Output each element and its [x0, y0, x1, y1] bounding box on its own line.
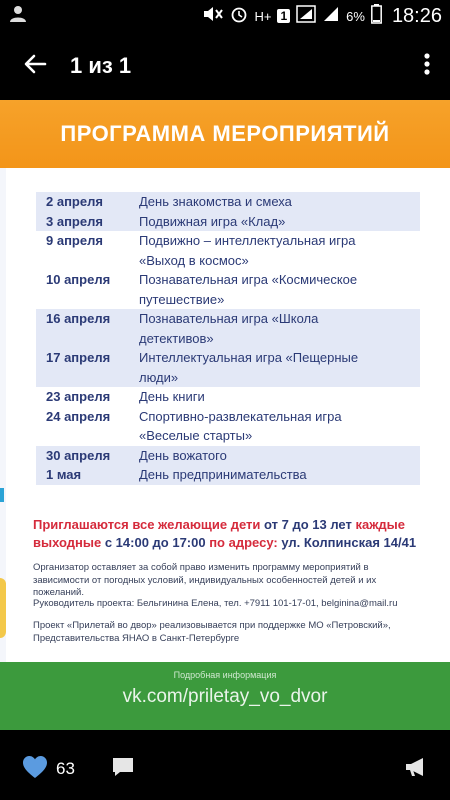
schedule-event: Познавательная игра «Космическое путешествие»: [139, 272, 358, 307]
poster-title: ПРОГРАММА МЕРОПРИЯТИЙ: [60, 121, 390, 146]
schedule-event: Интеллектуальная игра «Пещерные люди»: [139, 350, 359, 385]
network-type: H+: [254, 8, 272, 24]
schedule-date: 24 апреля: [46, 408, 111, 424]
comment-button[interactable]: [111, 756, 135, 783]
invitation-text: Приглашаются все желающие дети от 7 до 13 лет каждые выходные с 14:00 до 17:00 по адресу: ул. Колпинская 14/41: [33, 517, 417, 550]
schedule-event: Познавательная игра «Школа детективов»: [139, 311, 319, 346]
schedule-row: [36, 192, 420, 212]
schedule-row: [36, 309, 420, 348]
schedule-event: Подвижно – интеллектуальная игра «Выход в космос»: [139, 233, 356, 268]
schedule-date: 30 апреля: [46, 447, 111, 463]
schedule-event: День знакомства и смеха: [139, 194, 292, 209]
schedule-date: 3 апреля: [46, 213, 103, 229]
signal-icon: [296, 5, 316, 28]
organizer-note: Организатор оставляет за собой право изменить программу мероприятий в зависимости от погодных условий, индивидуальных особенностей детей и их пожеланий.: [33, 562, 377, 598]
schedule-date: 2 апреля: [46, 194, 103, 209]
schedule-table: [36, 192, 420, 485]
poster-footer: [0, 662, 450, 730]
schedule-event: Подвижная игра «Клад»: [139, 213, 286, 229]
footer-caption: Подробная информация: [173, 670, 277, 680]
schedule-event: День вожатого: [139, 447, 227, 463]
schedule-date: 17 апреля: [46, 350, 111, 365]
account-icon: [8, 5, 28, 28]
schedule-row: [36, 231, 420, 270]
megaphone-icon: [404, 756, 428, 783]
battery-percent: 6%: [346, 8, 365, 24]
schedule-row: [36, 270, 420, 309]
heart-icon: [22, 755, 48, 784]
back-button[interactable]: [0, 32, 70, 100]
photo-viewer-toolbar: [0, 32, 450, 100]
schedule-date: 9 апреля: [46, 233, 103, 248]
schedule-row: [36, 212, 420, 232]
schedule-date: 23 апреля: [46, 389, 111, 404]
schedule-event: День книги: [139, 389, 205, 404]
like-button[interactable]: [22, 755, 75, 784]
schedule-row: [36, 387, 420, 407]
more-vertical-icon: [424, 53, 430, 80]
battery-icon: [371, 4, 382, 29]
clock: 18:26: [391, 4, 442, 27]
schedule-row: [36, 465, 420, 485]
share-button[interactable]: [404, 756, 428, 783]
poster-header: [0, 100, 450, 168]
like-count: 63: [56, 759, 75, 778]
alarm-icon: [230, 5, 248, 28]
schedule-event: Спортивно-развлекательная игра «Веселые старты»: [139, 408, 342, 443]
schedule-row: [36, 407, 420, 446]
schedule-date: 10 апреля: [46, 272, 111, 287]
status-bar: [0, 0, 450, 32]
comment-icon: [111, 756, 135, 783]
footer-url: vk.com/priletay_vo_dvor: [122, 686, 328, 707]
edge-decoration: [0, 488, 4, 502]
contact-note: Руководитель проекта: Бельгинина Елена, тел. +7911 101-17-01, belginina@mail.ru: [33, 598, 398, 609]
edge-decoration: [0, 578, 6, 638]
mute-icon: [202, 5, 224, 28]
schedule-row: [36, 348, 420, 387]
schedule-event: День предпринимательства: [139, 467, 307, 482]
photo-counter: 1 из 1: [70, 53, 132, 78]
sim-badge: 1: [277, 9, 290, 23]
more-options-button[interactable]: [404, 32, 450, 100]
poster-left-edge: [0, 168, 6, 668]
photo-image[interactable]: [0, 100, 450, 730]
schedule-row: [36, 446, 420, 466]
schedule-date: 16 апреля: [46, 311, 111, 326]
signal-2-icon: [322, 5, 340, 28]
arrow-left-icon: [23, 52, 47, 81]
support-note: Проект «Прилетай во двор» реализовывается при поддержке МО «Петровский», Представительства ЯНАО в Санкт-Петербурге: [33, 620, 391, 644]
schedule-date: 1 мая: [46, 467, 82, 482]
photo-actions-bar: [0, 738, 450, 800]
